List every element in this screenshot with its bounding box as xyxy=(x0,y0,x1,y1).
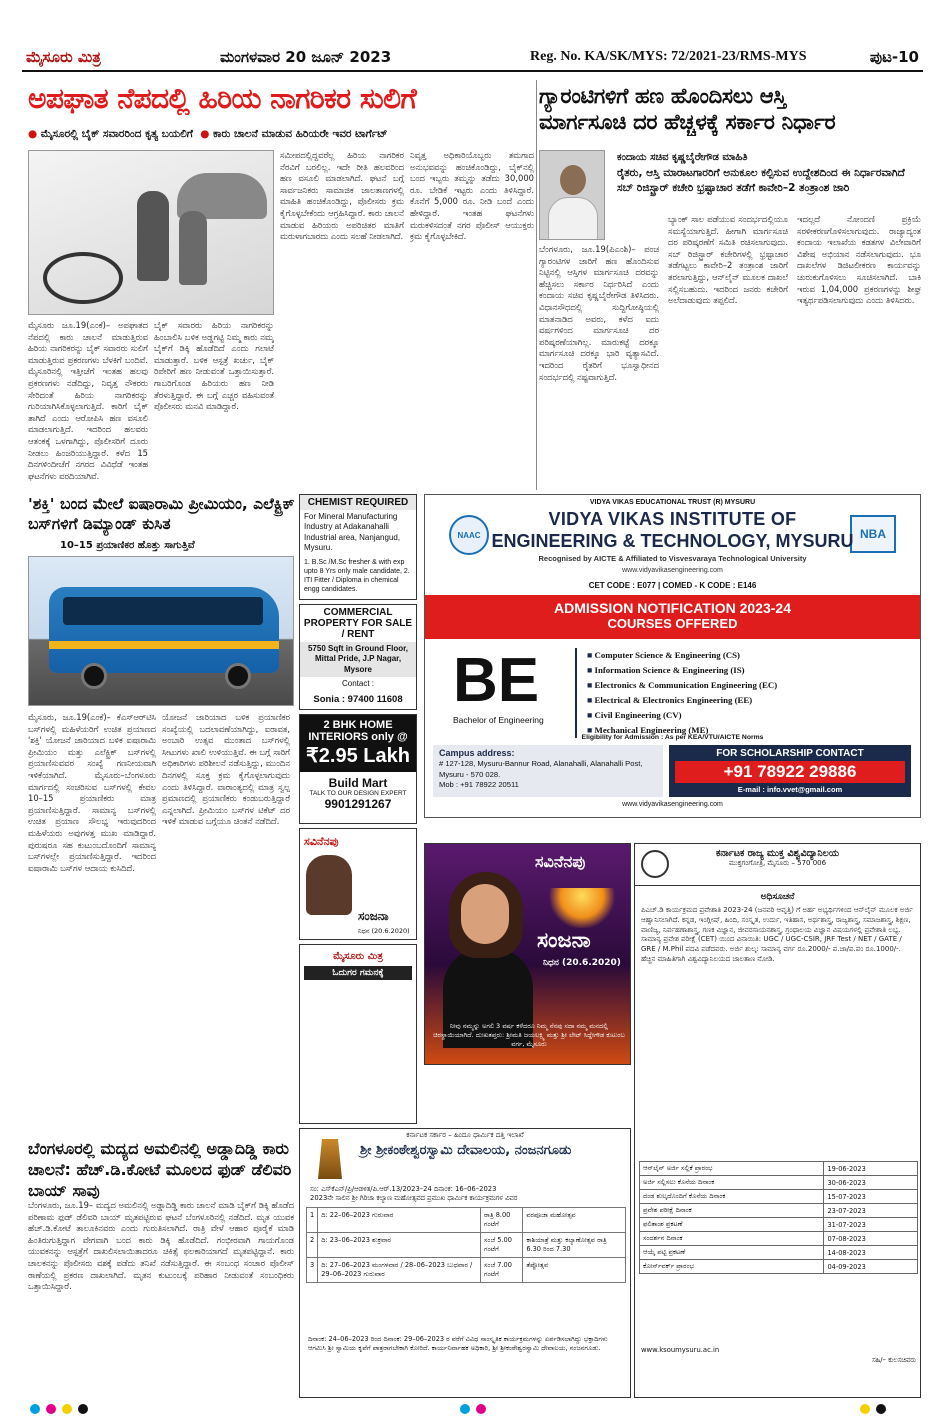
vv-course-item: ■ Electrical & Electronics Engineering (EE) xyxy=(587,693,905,708)
lead-sub-2: ಕಾರು ಚಾಲನೆ ಮಾಡುವ ಹಿರಿಯರೇ ಇವರ ಟಾರ್ಗೆಟ್ xyxy=(213,128,388,140)
vv-trust: VIDYA VIKAS EDUCATIONAL TRUST (R) MYSURU xyxy=(589,499,756,506)
table-row xyxy=(640,1260,918,1274)
small-obit-date: ನಿಧನ (20.6.2020) xyxy=(358,927,410,935)
ksou-website: www.ksoumysuru.ac.in xyxy=(641,1346,720,1354)
vv-course-item: ■ Civil Engineering (CV) xyxy=(587,708,905,723)
ksou-body: ಪಿಎಚ್.ಡಿ ಕಾರ್ಯಕ್ರಮದ ಪ್ರವೇಶಾತಿ 2023-24 (ಜನವರಿ ಆವೃತ್ತಿ) ಗೆ ಅರ್ಹ ಅಭ್ಯರ್ಥಿಗಳಿಂದ ಆನ್‌ಲೈನ್ ಮೂಲಕ ಅರ್ಜಿ ಆಹ್ವಾನಿಸಲಾಗಿದೆ. ಕನ್ನಡ, ಇಂಗ್ಲೀಷ್, ಹಿಂದಿ, ಸಂಸ್ಕೃತ, ಉರ್ದು, ಇತಿಹಾಸ, ಅರ್ಥಶಾಸ್ತ್ರ, ರಾಜ್ಯಶಾಸ್ತ್ರ, ಸಮಾಜಶಾಸ್ತ್ರ, ಶಿಕ್ಷಣ, ವಾಣಿಜ್ಯ, ನಿರ್ವಹಣಾಶಾಸ್ತ್ರ, ಗಣಕ ವಿಜ್ಞಾನ, ಜೀವರಸಾಯನಶಾಸ್ತ್ರ, ಗ್ರಂಥಾಲಯ ವಿಜ್ಞಾನ ವಿಷಯಗಳಲ್ಲಿ ಪ್ರವೇಶಾತಿ ಲಭ್ಯ. ಸಾಮಾನ್ಯ ಪ್ರವೇಶ ಪರೀಕ್ಷೆ (CET) ಯಿಂದ ವಿನಾಯಿತಿ: UGC / UGC-CSIR, JRF Test / NET / GATE / GRE / M.Phil ಪದವಿ ಪಡೆದವರು. ಅರ್ಜಿ ಶುಲ್ಕ: ಸಾಮಾನ್ಯ ವರ್ಗ ರೂ.2000/- ಪ.ಜಾ/ಪ.ಪಂ ರೂ.1000/-. ಹೆಚ್ಚಿನ ಮಾಹಿತಿಗಾಗಿ ವಿಶ್ವವಿದ್ಯಾನಿಲಯದ ಜಾಲತಾಣ ನೋಡಿ. xyxy=(641,906,913,963)
chemist-contact-label xyxy=(300,596,416,600)
temple-footer: ದಿನಾಂಕ: 24–06–2023 ರಿಂದ ದಿನಾಂಕ: 29–06–2023 ರ ವರೆಗೆ ವಿವಿಧ ಸಾಂಸ್ಕೃತಿಕ ಕಾರ್ಯಕ್ರಮಗಳನ್ನು ಏರ್ಪಡಿಸಲಾಗಿದ್ದು ಭಕ್ತಾದಿಗಳು ಆಗಮಿಸಿ ಶ್ರೀ ಸ್ವಾಮಿಯ ಕೃಪೆಗೆ ಪಾತ್ರರಾಗಬೇಕಾಗಿ ಕೋರಿದೆ. ಕಾರ್ಯನಿರ್ವಾಹಕ ಅಧಿಕಾರಿ, ಶ್ರೀ ಶ್ರೀಕಂಠೇಶ್ವರಸ್ವಾಮಿ ದೇವಾಲಯ, ನಂಜನಗೂಡು. xyxy=(308,1335,608,1353)
small-obituary-ad xyxy=(299,828,417,940)
table-row xyxy=(640,1204,918,1218)
portrait-face-shape xyxy=(461,884,509,944)
minister-photo xyxy=(539,150,605,240)
wheel-shape xyxy=(225,663,251,689)
table-row xyxy=(307,1208,626,1233)
mitra-box-title: ಮೈಸೂರು ಮಿತ್ರ xyxy=(333,951,383,962)
table-cell: 3 xyxy=(307,1258,318,1283)
right-highlight-1: ರೈತರು, ಆಸ್ತಿ ಮಾರಾಟಗಾರರಿಗೆ ಅನುಕೂಲ ಕಲ್ಪಿಸುವ ಉದ್ದೇಶದಿಂದ ಈ ನಿರ್ಧಾರವಾಗಿದೆ xyxy=(617,167,905,179)
table-row xyxy=(307,1233,626,1258)
table-cell: ಕೋರ್ಸ್‌ವರ್ಕ್ ಪ್ರಾರಂಭ xyxy=(640,1260,824,1274)
right-highlights xyxy=(617,166,917,195)
ksou-notice xyxy=(634,843,921,1398)
table-cell: 30-06-2023 xyxy=(824,1176,918,1190)
table-cell: 23-07-2023 xyxy=(824,1204,918,1218)
ksou-notice-label: ಅಧಿಸೂಚನೆ xyxy=(760,892,795,902)
temple-ref xyxy=(310,1185,620,1203)
vv-name-line1: VIDYA VIKAS INSTITUTE OF xyxy=(548,509,797,529)
paper-logo: ಮೈಸೂರು ಮಿತ್ರ xyxy=(26,48,101,66)
table-cell: ಸಂಜೆ 5.00 ಗಂಟೆಗೆ xyxy=(481,1233,523,1258)
bus-subhead: 10–15 ಪ್ರಯಾಣಿಕರ ಹೊತ್ತು ಸಾಗುತ್ತಿವೆ xyxy=(60,540,195,551)
vv-campus-addr: # 127-128, Mysuru-Bannur Road, Alanahalli, Alanahalli Post, Mysuru - 570 028. xyxy=(439,759,643,779)
buildmart-logo: Build Mart xyxy=(328,776,388,790)
nba-logo-icon: NBA xyxy=(850,515,896,553)
obit-title: ಸವಿನೆನಪು xyxy=(535,852,586,871)
registration-dot xyxy=(46,1404,56,1414)
bus-headline: 'ಶಕ್ತಿ' ಬಂದ ಮೇಲೆ ಐಷಾರಾಮಿ ಪ್ರೀಮಿಯಂ, ಎಲೆಕ್ಟ್ರಿಕ್ ಬಸ್‌ಗಳಿಗೆ ಡಿಮ್ಯಾಂಡ್ ಕುಸಿತ xyxy=(28,495,295,534)
interiors-title: 2 BHK HOME INTERIORS only @ xyxy=(308,719,408,743)
masthead xyxy=(22,48,923,72)
lead-sub-1: ಮೈಸೂರಲ್ಲಿ ಬೈಕ್ ಸವಾರರಿಂದ ಕೃತ್ಯ ಬಯಲಿಗೆ xyxy=(40,128,193,140)
vv-schol-email: E-mail : info.vvet@gmail.com xyxy=(737,785,843,794)
table-cell: ಕಾಶಿಯಾತ್ರೆ ಮತ್ತು ಕಲ್ಯಾಣೋತ್ಸವ ರಾತ್ರಿ 6.30 ರಿಂದ 7.30 xyxy=(523,1233,626,1258)
vv-course-item: ■ Information Science & Engineering (IS) xyxy=(587,663,905,678)
interiors-price: ₹2.95 Lakh xyxy=(306,745,410,767)
right-headline xyxy=(539,83,921,136)
property-ad xyxy=(299,604,417,710)
small-obit-title: ಸವಿನೆನಪು xyxy=(304,835,339,848)
bus-body-col2: ಯೋಜನೆ ಜಾರಿಯಾದ ಬಳಿಕ ಪ್ರಯಾಣಿಕರ ಸಂಖ್ಯೆಯಲ್ಲಿ ಬದಲಾವಣೆಯಾಗಿದ್ದು, ಐರಾವತ, ಅಂಬಾರಿ ಉತ್ಸವ ಮುಂತಾದ ಬಸ್‌ಗಳಲ್ಲಿ ಸೀಟುಗಳು ಖಾಲಿ ಉಳಿಯುತ್ತಿವೆ. ಈ ಬಗ್ಗೆ ಸಾರಿಗೆ ಅಧಿಕಾರಿಗಳು ಪರಿಶೀಲನೆ ನಡೆಸುತ್ತಿದ್ದು, ಮುಂದಿನ ದಿನಗಳಲ್ಲಿ ಸೂಕ್ತ ಕ್ರಮ ಕೈಗೊಳ್ಳಲಾಗುವುದು ಎಂದು ತಿಳಿಸಿದ್ದಾರೆ. ವಾರಾಂತ್ಯದಲ್ಲಿ ಮಾತ್ರ ಸ್ವಲ್ಪ ಪ್ರಮಾಣದಲ್ಲಿ ಪ್ರಯಾಣಿಕರು ಕಂಡುಬರುತ್ತಿದ್ದಾರೆ ಎನ್ನಲಾಗಿದೆ. ಪ್ರೀಮಿಯಂ ಬಸ್‌ಗಳ ಟಿಕೆಟ್ ದರ ಇಳಿಕೆ ಮಾಡುವ ಬಗ್ಗೆಯೂ ಚಿಂತನೆ ನಡೆದಿದೆ. xyxy=(162,712,290,827)
vv-footer-web: www.vidyavikasengineering.com xyxy=(622,801,723,808)
temple-ref-line2: 2023ನೇ ಸಾಲಿನ ಶ್ರೀ ಗಿರಿಜಾ ಕಲ್ಯಾಣ ಮಹೋತ್ಸವದ ಪ್ರಮುಖ ಧಾರ್ಮಿಕ ಕಾರ್ಯಕ್ರಮಗಳ ವಿವರ xyxy=(310,1194,518,1202)
table-cell: ದಂಡ ಶುಲ್ಕದೊಂದಿಗೆ ಕೊನೆಯ ದಿನಾಂಕ xyxy=(640,1190,824,1204)
interiors-phone: 9901291267 xyxy=(324,797,392,811)
lead-illustration xyxy=(28,150,274,315)
figure-shape xyxy=(137,191,169,281)
registration-dot xyxy=(460,1404,470,1414)
ksou-title: ಕರ್ನಾಟಕ ರಾಜ್ಯ ಮುಕ್ತ ವಿಶ್ವವಿದ್ಯಾನಿಲಯ xyxy=(715,848,840,859)
vv-be-desc: Bachelor of Engineering xyxy=(453,715,544,725)
bullet-icon: ● xyxy=(28,128,41,140)
temple-ref-line1: ಸಂ: ಎಸ್‌ಕೆಎನ್/ಪ್ರಿ/ಆಡಳಿತ/ಪಿ.ಆರ್.13/2023–24 ದಿನಾಂಕ: 16–06–2023 xyxy=(310,1185,497,1193)
chemist-ad-line1: For Mineral Manufacturing Industry at Adakanahalli Industrial area, Nanjangud, Mysuru. xyxy=(304,512,401,553)
vv-schol-label: FOR SCHOLARSHIP CONTACT xyxy=(716,748,864,759)
table-cell: 14-08-2023 xyxy=(824,1246,918,1260)
right-headline-line2: ಮಾರ್ಗಸೂಚಿ ದರ ಹೆಚ್ಚಳಕ್ಕೆ ಸರ್ಕಾರ ನಿರ್ಧಾರ xyxy=(539,110,836,135)
property-details: 5750 Sqft in Ground Floor, Mittal Pride, J.P Nagar, Mysore xyxy=(300,642,416,677)
temple-dept: ಕರ್ನಾಟಕ ಸರ್ಕಾರ – ಹಿಂದೂ ಧಾರ್ಮಿಕ ದತ್ತಿ ಇಲಾಖೆ xyxy=(406,1131,524,1139)
table-cell: ದಿ: 22–06–2023 ಗುರುವಾರ xyxy=(318,1208,481,1233)
vv-scholarship-box xyxy=(669,745,911,797)
right-byline: ಕಂದಾಯ ಸಚಿವ ಕೃಷ್ಣಬೈರೇಗೌಡ ಮಾಹಿತಿ xyxy=(617,152,748,163)
bus-stripe-shape xyxy=(49,641,279,649)
right-body-col2: ಬ್ಯಾಂಕ್ ಸಾಲ ಪಡೆಯುವ ಸಂದರ್ಭದಲ್ಲಿಯೂ ಸಮಸ್ಯೆಯಾಗುತ್ತಿದೆ. ಹೀಗಾಗಿ ಮಾರ್ಗಸೂಚಿ ದರ ಪರಿಷ್ಕರಣೆಗೆ ಸಮಿತಿ ರಚಿಸಲಾಗುವುದು. ಸಬ್ ರಿಜಿಸ್ಟ್ರಾರ್ ಕಚೇರಿಗಳಲ್ಲಿ ಭ್ರಷ್ಟಾಚಾರ ತಡೆಗಟ್ಟಲು ಕಾವೇರಿ–2 ತಂತ್ರಾಂಶ ಜಾರಿಗೆ ತರಲಾಗುತ್ತಿದ್ದು, ಆನ್‌ಲೈನ್ ಮೂಲಕ ದಾಖಲೆ ಸಲ್ಲಿಸಬಹುದು. ಇದರಿಂದ ಜನರು ಕಚೇರಿಗೆ ಅಲೆದಾಡುವುದು ತಪ್ಪಲಿದೆ. xyxy=(668,214,788,306)
table-cell: ಸಂದರ್ಶನ ದಿನಾಂಕ xyxy=(640,1232,824,1246)
chemist-ad-line2: 1. B.Sc /M.Sc fresher & with exp upto 8 Yrs only male candidate, 2. ITI Fitter / Diploma in chemical engg candidates. xyxy=(304,558,410,593)
mitra-notice-box xyxy=(299,944,417,1124)
table-cell: ವರಪೂಜಾ ಮಹೋತ್ಸವ xyxy=(523,1208,626,1233)
university-seal-icon xyxy=(641,850,669,878)
small-obit-photo xyxy=(306,855,352,915)
temple-schedule-table xyxy=(306,1207,626,1283)
right-body-col3: ಇದಲ್ಲದೆ ನೋಂದಣಿ ಪ್ರಕ್ರಿಯೆ ಸರಳೀಕರಣಗೊಳಿಸಲಾಗುವುದು. ರಾಜ್ಯಾದ್ಯಂತ ಕಂದಾಯ ಇಲಾಖೆಯ ಕಡತಗಳ ವಿಲೇವಾರಿಗೆ ವಿಶೇಷ ಅಭಿಯಾನ ನಡೆಸಲಾಗುವುದು. ಭೂ ದಾಖಲೆಗಳ ಡಿಜಿಟಲೀಕರಣ ಕಾರ್ಯವನ್ನು ಚುರುಕುಗೊಳಿಸಲು ಸೂಚಿಸಲಾಗಿದೆ. ಬಾಕಿ ಇರುವ 1,04,000 ಪ್ರಕರಣಗಳನ್ನು ಶೀಘ್ರ ಇತ್ಯರ್ಥಪಡಿಸಲಾಗುವುದು ಎಂದು ತಿಳಿಸಿದರು. xyxy=(797,214,921,306)
registration-dot xyxy=(860,1404,870,1414)
right-highlight-2: ಸಬ್ ರಿಜಿಸ್ಟ್ರಾರ್ ಕಚೇರಿ ಭ್ರಷ್ಟಾಚಾರ ತಡೆಗೆ ಕಾವೇರಿ–2 ತಂತ್ರಾಂಶ ಜಾರಿ xyxy=(617,181,850,194)
table-row xyxy=(640,1190,918,1204)
table-row xyxy=(307,1258,626,1283)
ksou-footer xyxy=(641,1346,916,1365)
vv-band-line2: COURSES OFFERED xyxy=(607,616,738,631)
vv-campus-address xyxy=(433,745,663,797)
table-row xyxy=(640,1246,918,1260)
vv-recognised: Recognised by AICTE & Affiliated to Visvesvaraya Technological University xyxy=(538,554,807,563)
registration-dot xyxy=(30,1404,40,1414)
lead-body-col3: ಸಮೀಪದಲ್ಲಿದ್ದವರೆಲ್ಲ ಹಿರಿಯ ನಾಗರಿಕರ ನೆರವಿಗೆ ಬರಲಿಲ್ಲ. ಇದೇ ರೀತಿ ಹಲವರಿಂದ ಹಣ ವಸೂಲಿ ಮಾಡಲಾಗಿದೆ. ಘಟನೆ ಬಗ್ಗೆ ಸಾರ್ವಜನಿಕರು ಸಾಮಾಜಿಕ ಜಾಲತಾಣಗಳಲ್ಲಿ ಮಾಹಿತಿ ಹಂಚಿಕೊಂಡಿದ್ದು, ಪೊಲೀಸರು ಕ್ರಮ ಕೈಗೊಳ್ಳಬೇಕೆಂದು ಆಗ್ರಹಿಸಿದ್ದಾರೆ. ಕಾರು ಚಾಲನೆ ಮಾಡುವ ಹಿರಿಯರು ಅಪರಿಚಿತರ ಮಾತಿಗೆ ಮರುಳಾಗಬಾರದು ಎಂದು ಸಲಹೆ ನೀಡಲಾಗಿದೆ. xyxy=(280,150,404,242)
ksou-signature: ಸಹಿ/– ಕುಲಸಚಿವರು xyxy=(871,1355,916,1364)
bullet-icon: ● xyxy=(200,128,214,140)
obituary-ad xyxy=(424,843,631,1065)
temple-title: ಶ್ರೀ ಶ್ರೀಕಂಠೇಶ್ವರಸ್ವಾಮಿ ದೇವಾಲಯ, ನಂಜನಗೂಡು xyxy=(360,1143,572,1158)
table-cell: ಆಯ್ಕೆ ಪಟ್ಟಿ ಪ್ರಕಟಣೆ xyxy=(640,1246,824,1260)
ksou-sub: ಮುಕ್ತಗಂಗೋತ್ರಿ, ಮೈಸೂರು – 570 006 xyxy=(728,859,827,867)
vv-campus-mob: Mob : +91 78922 20511 xyxy=(439,779,519,789)
lamp-icon xyxy=(547,888,617,928)
vv-be-label: BE xyxy=(453,646,540,715)
chemist-ad-title: CHEMIST REQUIRED xyxy=(300,495,416,510)
small-obit-name: ಸಂಜನಾ xyxy=(358,909,389,923)
bottom-body: ಬೆಂಗಳೂರು, ಜೂ.19– ಮದ್ಯದ ಅಮಲಿನಲ್ಲಿ ಅಡ್ಡಾದಿಡ್ಡಿ ಕಾರು ಚಾಲನೆ ಮಾಡಿ ಬೈಕ್‌ಗೆ ಡಿಕ್ಕಿ ಹೊಡೆದ ಪರಿಣಾಮ ಫುಡ್ ಡೆಲಿವರಿ ಬಾಯ್ ಮೃತಪಟ್ಟಿರುವ ಘಟನೆ ಬೆಂಗಳೂರಿನಲ್ಲಿ ನಡೆದಿದೆ. ಮೃತ ಯುವಕ ಹೆಚ್.ಡಿ.ಕೋಟೆ ತಾಲೂಕಿನವರು ಎಂದು ಗುರುತಿಸಲಾಗಿದೆ. ರಾತ್ರಿ ವೇಳೆ ಆಹಾರ ಪೂರೈಕೆ ಮಾಡಿ ಹಿಂತಿರುಗುತ್ತಿದ್ದಾಗ ವೇಗವಾಗಿ ಬಂದ ಕಾರು ಡಿಕ್ಕಿ ಹೊಡೆದಿದೆ. ಗಂಭೀರವಾಗಿ ಗಾಯಗೊಂಡ ಯುವಕನನ್ನು ಆಸ್ಪತ್ರೆಗೆ ದಾಖಲಿಸಲಾಯಿತಾದರೂ ಚಿಕಿತ್ಸೆ ಫಲಕಾರಿಯಾಗದೆ ಮೃತಪಟ್ಟಿದ್ದಾನೆ. ಕಾರು ಚಾಲಕನನ್ನು ಪೊಲೀಸರು ವಶಕ್ಕೆ ಪಡೆದು ತನಿಖೆ ನಡೆಸುತ್ತಿದ್ದಾರೆ. ಈ ಸಂಬಂಧ ಸಂಚಾರ ಪೊಲೀಸ್ ಠಾಣೆಯಲ್ಲಿ ಪ್ರಕರಣ ದಾಖಲಾಗಿದೆ. ಮೃತನ ಕುಟುಂಬಕ್ಕೆ ಪರಿಹಾರ ನೀಡುವಂತೆ ಸಂಬಂಧಿಕರು ಒತ್ತಾಯಿಸಿದ್ದಾರೆ. xyxy=(28,1200,294,1292)
table-cell: ದಿ: 23–06–2023 ಶುಕ್ರವಾರ xyxy=(318,1233,481,1258)
table-cell: ರಾತ್ರಿ 8.00 ಗಂಟೆಗೆ xyxy=(481,1208,523,1233)
table-cell: ತೆಪ್ಪೋತ್ಸವ xyxy=(523,1258,626,1283)
registration-number: Reg. No. KA/SK/MYS: 72/2021-23/RMS-MYS xyxy=(530,49,807,64)
mitra-box-sub: ಓದುಗರ ಗಮನಕ್ಕೆ xyxy=(304,966,412,980)
vv-course-item: ■ Computer Science & Engineering (CS) xyxy=(587,648,905,663)
right-body-col1: ಬೆಂಗಳೂರು, ಜೂ.19(ಪಿಎಂಶಿ)– ಪಂಚ ಗ್ಯಾರಂಟಿಗಳ ಜಾರಿಗೆ ಹಣ ಹೊಂದಿಸುವ ನಿಟ್ಟಿನಲ್ಲಿ ಆಸ್ತಿಗಳ ಮಾರ್ಗಸೂಚಿ ದರವನ್ನು ಹೆಚ್ಚಿಸಲು ಸರ್ಕಾರ ನಿರ್ಧರಿಸಿದೆ ಎಂದು ಕಂದಾಯ ಸಚಿವ ಕೃಷ್ಣಬೈರೇಗೌಡ ತಿಳಿಸಿದರು. ವಿಧಾನಸೌಧದಲ್ಲಿ ಸುದ್ದಿಗೋಷ್ಠಿಯಲ್ಲಿ ಮಾತನಾಡಿದ ಅವರು, ಕಳೆದ ಐದು ವರ್ಷಗಳಿಂದ ಮಾರ್ಗಸೂಚಿ ದರ ಪರಿಷ್ಕರಣೆಯಾಗಿಲ್ಲ. ಮಾರುಕಟ್ಟೆ ದರಕ್ಕೂ ಮಾರ್ಗಸೂಚಿ ದರಕ್ಕೂ ಭಾರಿ ವ್ಯತ್ಯಾಸವಿದೆ. ಇದರಿಂದ ರೈತರಿಗೆ ಭೂಸ್ವಾಧೀನದ ಸಂದರ್ಭದಲ್ಲಿ ನಷ್ಟವಾಗುತ್ತಿದೆ. xyxy=(539,244,659,382)
column-divider xyxy=(536,80,537,490)
table-row xyxy=(640,1176,918,1190)
gopuram-icon xyxy=(310,1139,350,1179)
property-ad-title: COMMERCIAL PROPERTY FOR SALE / RENT xyxy=(300,605,416,642)
lead-headline: ಅಪಘಾತ ನೆಪದಲ್ಲಿ ಹಿರಿಯ ನಾಗರಿಕರ ಸುಲಿಗೆ xyxy=(28,83,417,115)
ksou-schedule-table xyxy=(639,1161,918,1274)
page-number: ಪುಟ-10 xyxy=(869,48,919,66)
obit-date: ನಿಧನ (20.6.2020) xyxy=(543,958,621,968)
registration-dot xyxy=(78,1404,88,1414)
table-cell: 2 xyxy=(307,1233,318,1258)
chemist-ad xyxy=(299,494,417,600)
vidya-vikas-ad xyxy=(424,494,921,818)
table-cell: ಆನ್‌ಲೈನ್ ಅರ್ಜಿ ಸಲ್ಲಿಕೆ ಪ್ರಾರಂಭ xyxy=(640,1162,824,1176)
bike-shape xyxy=(43,252,123,304)
vv-schol-phone: +91 78922 29886 xyxy=(675,761,905,783)
table-cell: 15-07-2023 xyxy=(824,1190,918,1204)
bottom-headline: ಬೆಂಗಳೂರಲ್ಲಿ ಮದ್ಯದ ಅಮಲಿನಲ್ಲಿ ಅಡ್ಡಾದಿಡ್ಡಿ ಕಾರು ಚಾಲನೆ: ಹೆಚ್.ಡಿ.ಕೋಟೆ ಮೂಲದ ಫುಡ್ ಡೆಲಿವರಿ ಬಾಯ್ ಸಾವು xyxy=(28,1139,292,1200)
table-row xyxy=(640,1232,918,1246)
lead-subheads xyxy=(28,128,534,141)
vv-course-item: ■ Mechanical Engineering (ME) xyxy=(587,723,905,738)
vv-admission-band xyxy=(425,595,920,639)
lead-body-col2: ಬೈಕ್ ಸವಾರರು ಹಿರಿಯ ನಾಗರಿಕರನ್ನು ಹಿಂಬಾಲಿಸಿ ಬಳಿಕ ಅಡ್ಡಗಟ್ಟಿ ನಿಮ್ಮ ಕಾರು ನಮ್ಮ ಬೈಕ್‌ಗೆ ಡಿಕ್ಕಿ ಹೊಡೆದಿದೆ ಎಂದು ಗಲಾಟೆ ಮಾಡುತ್ತಾರೆ. ಬಳಿಕ ಆಸ್ಪತ್ರೆ ಖರ್ಚು, ಬೈಕ್ ರಿಪೇರಿಗೆ ಹಣ ನೀಡುವಂತೆ ಒತ್ತಾಯಿಸುತ್ತಾರೆ. ಗಾಬರಿಗೊಂಡ ಹಿರಿಯರು ಹಣ ನೀಡಿ ತೆರಳುತ್ತಿದ್ದಾರೆ. ಈ ಬಗ್ಗೆ ಎಚ್ಚರ ವಹಿಸುವಂತೆ ಪೊಲೀಸರು ಮನವಿ ಮಾಡಿದ್ದಾರೆ. xyxy=(154,320,274,412)
table-cell: ಪ್ರವೇಶ ಪರೀಕ್ಷೆ ದಿನಾಂಕ xyxy=(640,1204,824,1218)
lead-body-col1: ಮೈಸೂರು ಜೂ.19(ಎಂಕೆ)– ಅಪಘಾತದ ನೆಪದಲ್ಲಿ ಕಾರು ಚಾಲನೆ ಮಾಡುತ್ತಿರುವ ಹಿರಿಯ ನಾಗರಿಕರನ್ನು ಬೈಕ್ ಸವಾರರು ಸುಲಿಗೆ ಮಾಡುತ್ತಿರುವ ಪ್ರಕರಣಗಳು ಬೆಳಕಿಗೆ ಬಂದಿವೆ. ಮೈಸೂರಿನಲ್ಲಿ ಇತ್ತೀಚೆಗೆ ಇಂತಹ ಹಲವು ಪ್ರಕರಣಗಳು ನಡೆದಿದ್ದು, ನಿವೃತ್ತ ನೌಕರರು ಸೇರಿದಂತೆ ಹಿರಿಯ ನಾಗರಿಕರನ್ನು ಗುರಿಯಾಗಿಸಿಕೊಳ್ಳಲಾಗುತ್ತಿದೆ. ಕಾರಿಗೆ ಬೈಕ್ ತಾಗಿದೆ ಎಂದು ಆರೋಪಿಸಿ ಹಣ ವಸೂಲಿ ಮಾಡಲಾಗುತ್ತಿದೆ. ಇದರಿಂದ ಹಲವರು ಆತಂಕಕ್ಕೆ ಒಳಗಾಗಿದ್ದು, ಪೊಲೀಸರಿಗೆ ದೂರು ನೀಡಲು ಹಿಂಜರಿಯುತ್ತಿದ್ದಾರೆ. ಕಳೆದ 15 ದಿನಗಳಿಂದೀಚೆಗೆ ನಗರದ ವಿವಿಧೆಡೆ ಇಂತಹ ಘಟನೆಗಳು ವರದಿಯಾಗಿವೆ. xyxy=(28,320,148,481)
registration-dot xyxy=(62,1404,72,1414)
photo-shirt xyxy=(548,197,598,240)
property-phone: Sonia : 97400 11608 xyxy=(313,693,403,705)
vv-name-line2: ENGINEERING & TECHNOLOGY, MYSURU xyxy=(491,531,854,551)
bus-body-col1: ಮೈಸೂರು, ಜೂ.19(ಎಂಕೆ)– ಕೆಎಸ್‌ಆರ್‌ಟಿಸಿ ಬಸ್‌ಗಳಲ್ಲಿ ಮಹಿಳೆಯರಿಗೆ ಉಚಿತ ಪ್ರಯಾಣದ 'ಶಕ್ತಿ' ಯೋಜನೆ ಜಾರಿಯಾದ ಬಳಿಕ ಐಷಾರಾಮಿ ಪ್ರೀಮಿಯಂ ಮತ್ತು ಎಲೆಕ್ಟ್ರಿಕ್ ಬಸ್‌ಗಳಲ್ಲಿ ಪ್ರಯಾಣಿಸುವವರ ಸಂಖ್ಯೆ ಗಣನೀಯವಾಗಿ ಇಳಿಕೆಯಾಗಿದೆ. ಮೈಸೂರು–ಬೆಂಗಳೂರು ಮಾರ್ಗದಲ್ಲಿ ಸಂಚರಿಸುವ ಬಸ್‌ಗಳಲ್ಲಿ ಕೇವಲ 10–15 ಪ್ರಯಾಣಿಕರು ಮಾತ್ರ ಪ್ರಯಾಣಿಸುತ್ತಿದ್ದಾರೆ. ಸಾಮಾನ್ಯ ಬಸ್‌ಗಳಲ್ಲಿ ಉಚಿತ ಪ್ರಯಾಣ ಸೌಲಭ್ಯ ಇರುವುದರಿಂದ ಮಹಿಳೆಯರು ಅವುಗಳತ್ತ ಮುಖ ಮಾಡಿದ್ದಾರೆ. ಪುರುಷರೂ ಸಹ ಕುಟುಂಬದೊಂದಿಗೆ ಸಾಮಾನ್ಯ ಬಸ್‌ಗಳಲ್ಲೇ ಪ್ರಯಾಣಿಸುತ್ತಿದ್ದಾರೆ. ಇದರಿಂದ ಐಷಾರಾಮಿ ಬಸ್‌ಗಳ ಆದಾಯ ಕುಸಿದಿದೆ. xyxy=(28,712,156,873)
figure-shape xyxy=(179,211,207,285)
table-cell: 07-08-2023 xyxy=(824,1232,918,1246)
interiors-banner xyxy=(300,715,416,772)
vv-band-line1: ADMISSION NOTIFICATION 2023-24 xyxy=(553,600,791,616)
temple-notice xyxy=(299,1128,631,1398)
vv-course-list xyxy=(575,648,905,738)
vv-course-item: ■ Electronics & Communication Engineering (EC) xyxy=(587,678,905,693)
table-cell: ದಿ: 27–06–2023 ಮಂಗಳವಾರ / 28–06–2023 ಬುಧವಾರ / 29–06–2023 ಗುರುವಾರ xyxy=(318,1258,481,1283)
right-headline-line1: ಗ್ಯಾರಂಟಿಗಳಿಗೆ ಹಣ ಹೊಂದಿಸಲು ಆಸ್ತಿ xyxy=(539,84,786,108)
table-cell: ಫಲಿತಾಂಶ ಪ್ರಕಟಣೆ xyxy=(640,1218,824,1232)
vv-website: www.vidyavikasengineering.com xyxy=(622,567,723,574)
wheel-shape xyxy=(81,663,107,689)
ksou-header xyxy=(635,844,920,886)
obit-message: ನೀವು ನಮ್ಮನ್ನು ಅಗಲಿ 3 ವರ್ಷ ಕಳೆದರೂ ನಿಮ್ಮ ನೆನಪು ಸದಾ ನಮ್ಮ ಮನದಲ್ಲಿ ಚಿರಸ್ಥಾಯಿಯಾಗಿದೆ. ದುಃಖತಪ್ತರು: ಶ್ರೀಮತಿ ಜಯಲಕ್ಷ್ಮಿ ಮತ್ತು ಶ್ರೀ ಲೇಟ್ ಸಿದ್ದೇಗೌಡ ಕುಟುಂಬ ವರ್ಗ, ಮೈಸೂರು xyxy=(433,1022,625,1048)
table-row xyxy=(640,1218,918,1232)
table-cell: 19-06-2023 xyxy=(824,1162,918,1176)
vv-eligibility: Eligibility for Admission : As per KEA/VTU/AICTE Norms xyxy=(581,734,764,741)
table-row xyxy=(640,1162,918,1176)
vv-codes: CET CODE : E077 | COMED - K CODE : E146 xyxy=(588,581,757,590)
bus-photo xyxy=(28,556,294,706)
interiors-tagline: TALK TO OUR DESIGN EXPERT xyxy=(309,790,407,797)
table-cell: 31-07-2023 xyxy=(824,1218,918,1232)
table-cell: ಅರ್ಜಿ ಸಲ್ಲಿಸಲು ಕೊನೆಯ ದಿನಾಂಕ xyxy=(640,1176,824,1190)
table-cell: 04-09-2023 xyxy=(824,1260,918,1274)
property-contact-label: Contact : xyxy=(341,679,374,689)
naac-label: NAAC xyxy=(457,531,481,540)
bus-window-shape xyxy=(63,597,263,625)
registration-dot xyxy=(476,1404,486,1414)
registration-dot xyxy=(876,1404,886,1414)
table-cell: 1 xyxy=(307,1208,318,1233)
issue-date: ಮಂಗಳವಾರ 20 ಜೂನ್ 2023 xyxy=(220,48,392,66)
interiors-ad xyxy=(299,714,417,824)
table-cell: ಸಂಜೆ 7.00 ಗಂಟೆಗೆ xyxy=(481,1258,523,1283)
obit-name: ಸಂಜನಾ xyxy=(537,928,591,952)
lead-body-col4: ನಿವೃತ್ತ ಅಧಿಕಾರಿಯೊಬ್ಬರು ತಮಗಾದ ಅನುಭವವನ್ನು ಹಂಚಿಕೊಂಡಿದ್ದು, ಬೈಕ್‌ನಲ್ಲಿ ಬಂದ ಇಬ್ಬರು ತಮ್ಮನ್ನು ತಡೆದು 30,000 ರೂ. ಬೇಡಿಕೆ ಇಟ್ಟರು ಎಂದು ತಿಳಿಸಿದ್ದಾರೆ. ಕೊನೆಗೆ 5,000 ರೂ. ನೀಡಿ ಬಂದೆ ಎಂದು ಹೇಳಿದ್ದಾರೆ. ಇಂತಹ ಘಟನೆಗಳು ಮರುಕಳಿಸದಂತೆ ನಗರ ಪೊಲೀಸ್ ಆಯುಕ್ತರು ಕ್ರಮ ಕೈಗೊಳ್ಳಬೇಕಿದೆ. xyxy=(410,150,534,242)
photo-head xyxy=(560,165,586,195)
vv-campus-label: Campus address: xyxy=(439,748,515,758)
